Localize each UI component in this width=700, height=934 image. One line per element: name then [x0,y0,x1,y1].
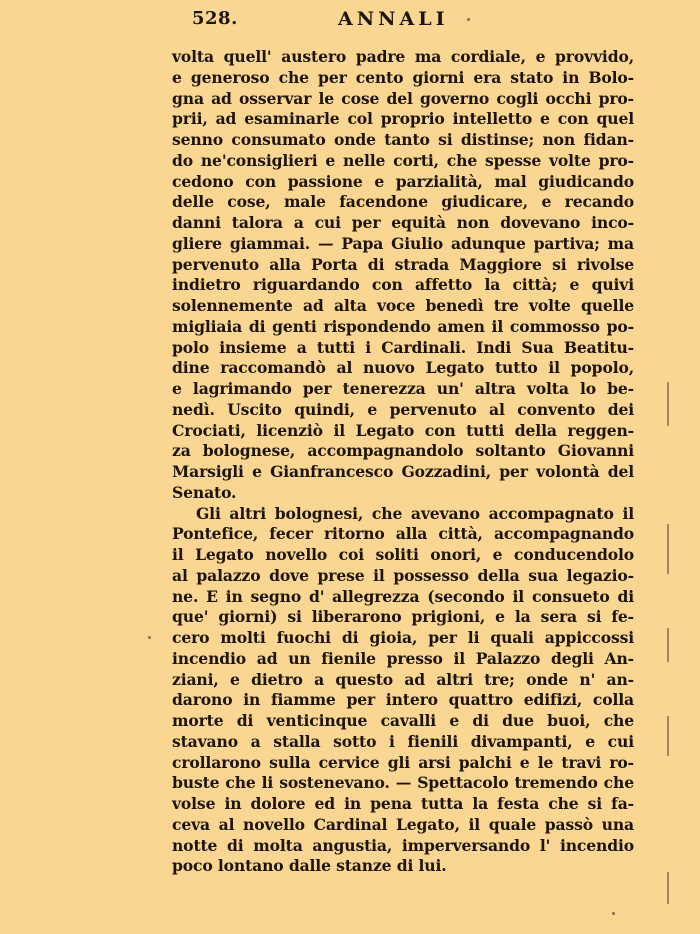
text-line: gliere giammai. — Papa Giulio adunque partiva; ma [172,233,634,253]
text-line: Marsigli e Gianfrancesco Gozzadini, per volontà del [172,462,634,481]
gutter-mark [667,382,669,426]
text-line: stavano a stalla sotto i fienili divampanti, e cui [172,731,634,751]
page-number: 528. [192,8,238,29]
text-line: al palazzo dove prese il possesso della sua legazio- [172,565,634,585]
gutter-mark [667,628,669,662]
text-line: delle cose, male facendone giudicare, e recando [172,192,634,212]
gutter-mark [667,524,669,574]
text-line: do ne'consiglieri e nelle corti, che spesse volte pro- [172,150,634,170]
ink-speck [467,18,470,21]
text-line: incendio ad un fienile presso il Palazzo degli An- [172,648,634,668]
text-line: indietro riguardando con affetto la città; e quivi [172,275,634,295]
text-line: Crociati, licenziò il Legato con tutti della reggen- [172,420,634,440]
text-line: danni talora a cui per equità non dovevano inco- [172,213,634,232]
gutter-mark [667,716,669,756]
text-line: prii, ad esaminarle col proprio intelletto e con quel [172,109,634,129]
ink-speck [148,636,151,639]
text-line: ne. E in segno d' allegrezza (secondo il consueto di [172,586,634,606]
text-line: dine raccomandò al nuovo Legato tutto il popolo, [172,358,634,378]
text-line: Pontefice, fecer ritorno alla città, accompagnando [172,524,634,544]
text-line: morte di venticinque cavalli e di due buoi, che [172,711,634,730]
text-line: volta quell' austero padre ma cordiale, e provvido, [172,47,634,66]
text-line: buste che li sostenevano. — Spettacolo tremendo che [172,773,634,793]
text-line: za bolognese, accompagnandolo soltanto Giovanni [172,441,634,461]
text-line: pervenuto alla Porta di strada Maggiore si rivolse [172,254,634,274]
text-line: nedì. Uscito quindi, e pervenuto al convento dei [172,399,634,419]
text-line: gna ad osservar le cose del governo cogli occhi pro- [172,88,634,108]
text-line: migliaia di genti rispondendo amen il commosso po- [172,316,634,336]
paragraph-end-line: Senato. [172,482,237,502]
page-header [0,8,700,32]
text-line: notte di molta angustia, imperversando l' incendio [172,835,634,855]
ink-speck [612,912,615,915]
text-line: senno consumato onde tanto si distinse; non fidan- [172,130,634,149]
paragraph-start-line: Gli altri bolognesi, che avevano accompagnato il [196,503,634,523]
text-line: solennemente ad alta voce benedì tre volte quelle [172,296,634,315]
paragraph-end-line: poco lontano dalle stanze di lui. [172,856,447,876]
text-line: e lagrimando per tenerezza un' altra volta lo be- [172,379,634,398]
text-line: que' giorni) si liberarono prigioni, e la sera si fe- [172,607,634,627]
text-line: cedono con passione e parzialità, mal giudicando [172,171,634,191]
text-line: darono in fiamme per intero quattro edifizi, colla [172,690,634,710]
text-line: il Legato novello coi soliti onori, e conducendolo [172,545,634,564]
text-line: ziani, e dietro a questo ad altri tre; onde n' an- [172,669,634,689]
text-line: volse in dolore ed in pena tutta la festa che si fa- [172,794,634,813]
text-line: ceva al novello Cardinal Legato, il quale passò una [172,814,634,834]
text-line: crollarono sulla cervice gli arsi palchi e le travi ro- [172,752,634,772]
text-line: cero molti fuochi di gioia, per li quali appiccossi [172,628,634,647]
text-line: polo insieme a tutti i Cardinali. Indi Sua Beatitu- [172,337,634,357]
running-head: ANNALI [338,8,449,30]
gutter-mark [667,872,669,904]
body-text [172,47,634,877]
text-line: e generoso che per cento giorni era stato in Bolo- [172,67,634,87]
